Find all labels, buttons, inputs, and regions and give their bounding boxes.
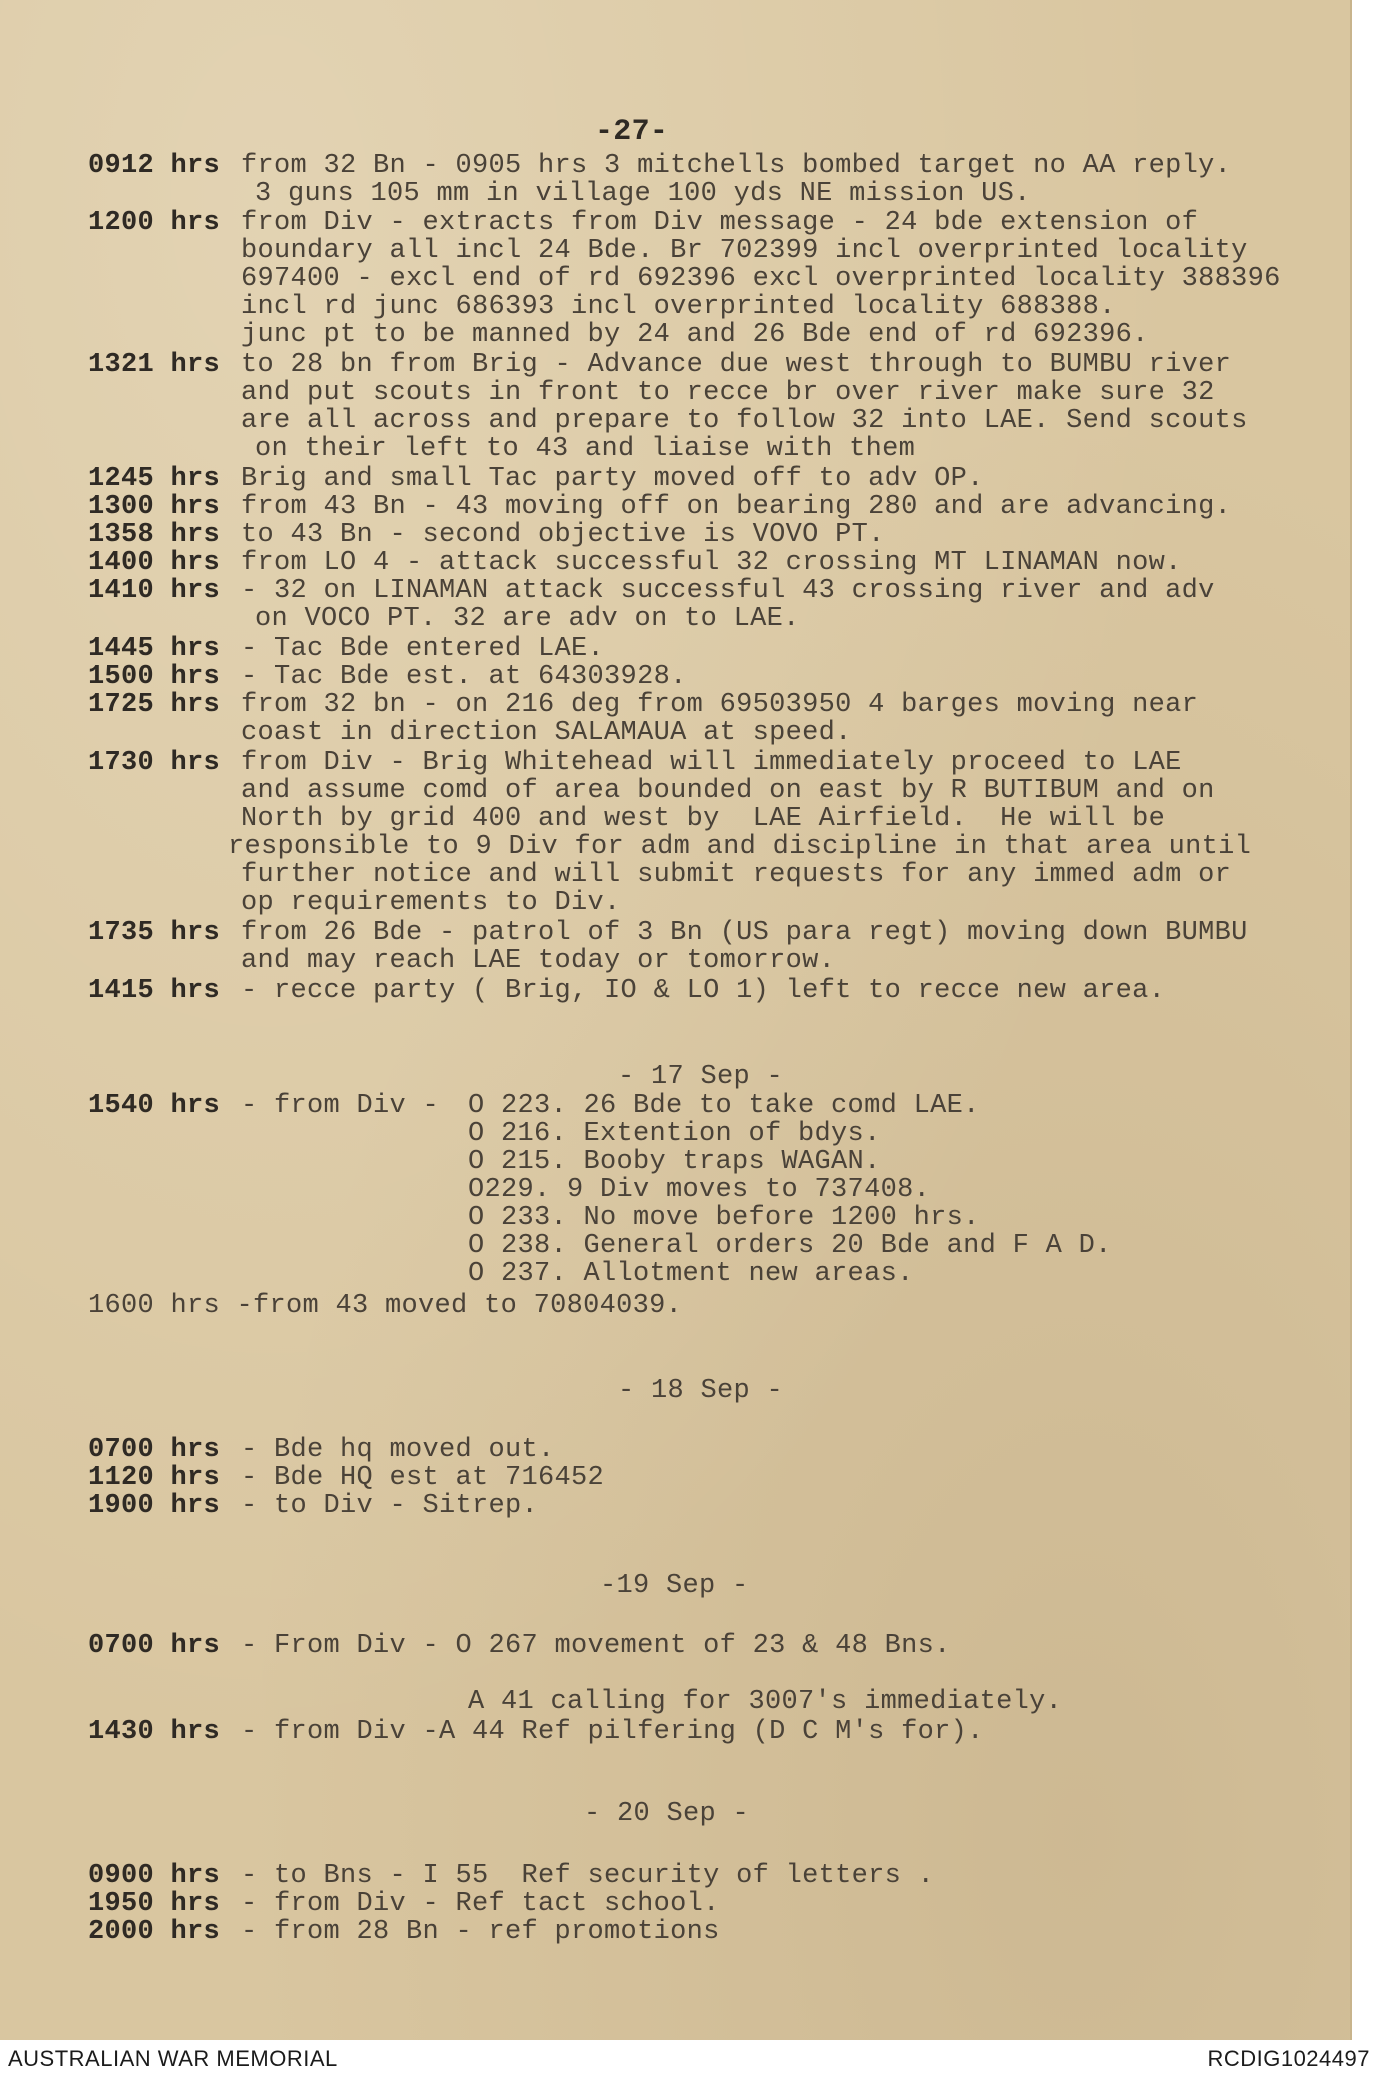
entry-time: 1430 hrs <box>88 1717 221 1747</box>
log-entry <box>88 1918 720 1947</box>
log-entry <box>88 351 1231 380</box>
entry-text: North by grid 400 and west by LAE Airfield. He will be <box>241 804 1166 834</box>
entry-text: and put scouts in front to recce br over river make sure 32 <box>241 378 1215 408</box>
entry-text: boundary all incl 24 Bde. Br 702399 incl overprinted locality <box>241 236 1248 266</box>
entry-time: 1120 hrs <box>88 1463 221 1493</box>
entry-text: - to Div - Sitrep. <box>241 1491 539 1521</box>
entry-time: 2000 hrs <box>88 1917 221 1947</box>
entry-text: 697400 - excl end of rd 692396 excl overprinted locality 388396 <box>241 264 1281 294</box>
entry-text: to 28 bn from Brig - Advance due west through to BUMBU river <box>241 350 1232 380</box>
entry-text: - from Div - Ref tact school. <box>241 1889 720 1919</box>
log-entry <box>88 1492 538 1521</box>
entry-text: junc pt to be manned by 24 and 26 Bde end of rd 692396. <box>241 320 1149 350</box>
log-entry <box>88 691 1198 720</box>
entry-time: 0912 hrs <box>88 151 221 181</box>
entry-text: on VOCO PT. 32 are adv on to LAE. <box>255 604 800 634</box>
entry-text: to 43 Bn - second objective is VOVO PT. <box>241 520 885 550</box>
entry-time: 1500 hrs <box>88 662 221 692</box>
entry-text: - recce party ( Brig, IO & LO 1) left to recce new area. <box>241 976 1166 1006</box>
entry-text: Brig and small Tac party moved off to adv OP. <box>241 464 984 494</box>
log-entry <box>88 549 1182 578</box>
footer-source: AUSTRALIAN WAR MEMORIAL <box>8 2046 338 2071</box>
entry-text: from 43 Bn - 43 moving off on bearing 280 and are advancing. <box>241 492 1232 522</box>
entry-text: on their left to 43 and liaise with them <box>255 434 916 464</box>
entry-text: further notice and will submit requests for any immed adm or <box>241 860 1232 890</box>
log-entry <box>88 919 1248 948</box>
log-entry <box>88 1464 604 1493</box>
order-item: O 237. Allotment new areas. <box>468 1259 914 1289</box>
entry-text: op requirements to Div. <box>241 888 621 918</box>
entry-text: from Div - extracts from Div message - 24 bde extension of <box>241 208 1199 238</box>
log-entry <box>88 1862 934 1891</box>
log-entry <box>88 977 1165 1006</box>
entry-time: 1725 hrs <box>88 690 221 720</box>
order-item: O229. 9 Div moves to 737408. <box>468 1175 931 1205</box>
entry-text: - Bde hq moved out. <box>241 1435 555 1465</box>
log-entry: 1600 hrs -from 43 moved to 70804039. <box>88 1291 683 1321</box>
date-heading: - 18 Sep - <box>618 1376 784 1406</box>
entry-time: 1245 hrs <box>88 464 221 494</box>
log-entry <box>88 635 604 664</box>
entry-time: 1321 hrs <box>88 350 221 380</box>
entry-text: from LO 4 - attack successful 32 crossing MT LINAMAN now. <box>241 548 1182 578</box>
entry-time: 1410 hrs <box>88 576 221 606</box>
date-heading: - 20 Sep - <box>584 1799 750 1829</box>
entry-text: A 41 calling for 3007's immediately. <box>468 1687 1063 1717</box>
entry-text: 3 guns 105 mm in village 100 yds NE mission US. <box>255 179 1031 209</box>
entry-prefix: - from Div - <box>241 1091 440 1121</box>
date-heading: - 17 Sep - <box>618 1062 784 1092</box>
entry-text: - 32 on LINAMAN attack successful 43 crossing river and adv <box>241 576 1215 606</box>
entry-time: 1415 hrs <box>88 976 221 1006</box>
entry-text: coast in direction SALAMAUA at speed. <box>241 718 852 748</box>
entry-time: 0900 hrs <box>88 1861 221 1891</box>
log-entry <box>88 663 687 692</box>
entry-text: responsible to 9 Div for adm and discipline in that area until <box>228 832 1252 862</box>
entry-time: 1358 hrs <box>88 520 221 550</box>
footer-id: RCDIG1024497 <box>1207 2046 1370 2071</box>
log-entry <box>88 1092 439 1121</box>
entry-text: - from Div -A 44 Ref pilfering (D C M's for). <box>241 1717 984 1747</box>
log-entry <box>88 493 1231 522</box>
entry-time: 1950 hrs <box>88 1889 221 1919</box>
log-entry <box>88 1632 951 1661</box>
entry-text: - to Bns - I 55 Ref security of letters . <box>241 1861 935 1891</box>
entry-text: from 32 Bn - 0905 hrs 3 mitchells bombed target no AA reply. <box>241 151 1232 181</box>
log-entry <box>88 749 1182 778</box>
entry-time: 1900 hrs <box>88 1491 221 1521</box>
order-item: O 238. General orders 20 Bde and F A D. <box>468 1231 1112 1261</box>
entry-text: - Tac Bde entered LAE. <box>241 634 605 664</box>
entry-time: 1735 hrs <box>88 918 221 948</box>
entry-text: from 32 bn - on 216 deg from 69503950 4 barges moving near <box>241 690 1199 720</box>
log-entry <box>88 1718 984 1747</box>
entry-text: - from 28 Bn - ref promotions <box>241 1917 720 1947</box>
log-entry <box>88 152 1231 181</box>
order-item: O 223. 26 Bde to take comd LAE. <box>468 1091 980 1121</box>
entry-text: from 26 Bde - patrol of 3 Bn (US para regt) moving down BUMBU <box>241 918 1248 948</box>
entry-text: and may reach LAE today or tomorrow. <box>241 946 836 976</box>
entry-time: 1730 hrs <box>88 748 221 778</box>
entry-time: 0700 hrs <box>88 1435 221 1465</box>
order-item: O 216. Extention of bdys. <box>468 1119 881 1149</box>
entry-text: and assume comd of area bounded on east by R BUTIBUM and on <box>241 776 1215 806</box>
order-item: O 233. No move before 1200 hrs. <box>468 1203 980 1233</box>
entry-text: - Tac Bde est. at 64303928. <box>241 662 687 692</box>
log-entry <box>88 1436 555 1465</box>
entry-time: 1300 hrs <box>88 492 221 522</box>
page-number: -27- <box>595 115 669 149</box>
entry-text: - Bde HQ est at 716452 <box>241 1463 605 1493</box>
entry-time: 1540 hrs <box>88 1091 221 1121</box>
entry-time: 1445 hrs <box>88 634 221 664</box>
entry-text: - From Div - O 267 movement of 23 & 48 Bns. <box>241 1631 951 1661</box>
entry-time: 1200 hrs <box>88 208 221 238</box>
entry-text: incl rd junc 686393 incl overprinted locality 688388. <box>241 292 1116 322</box>
log-entry <box>88 209 1198 238</box>
entry-text: are all across and prepare to follow 32 into LAE. Send scouts <box>241 406 1248 436</box>
log-entry <box>88 465 984 494</box>
entry-text: from Div - Brig Whitehead will immediately proceed to LAE <box>241 748 1182 778</box>
date-heading: -19 Sep - <box>600 1571 749 1601</box>
order-item: O 215. Booby traps WAGAN. <box>468 1147 881 1177</box>
log-entry <box>88 521 885 550</box>
entry-time: 0700 hrs <box>88 1631 221 1661</box>
log-entry <box>88 577 1215 606</box>
log-entry <box>88 1890 720 1919</box>
entry-time: 1400 hrs <box>88 548 221 578</box>
